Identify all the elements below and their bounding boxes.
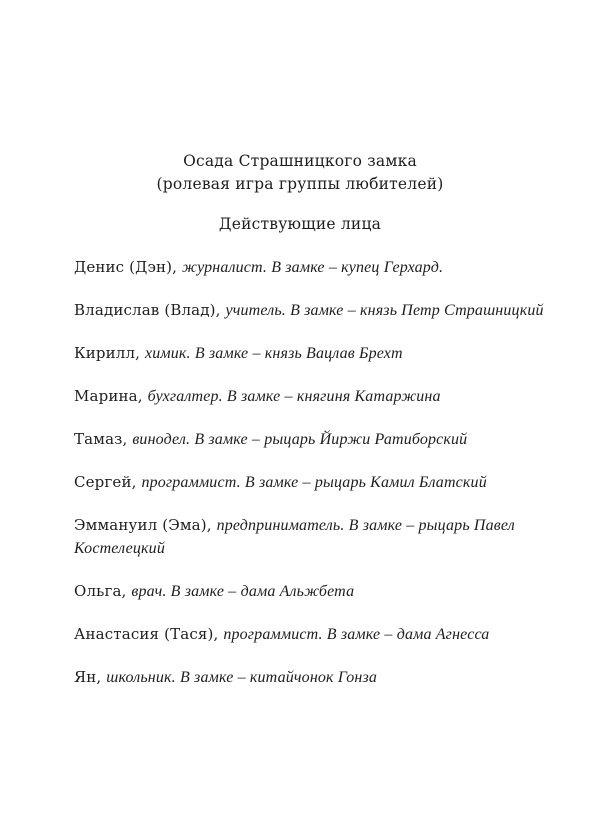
cast-item — [74, 666, 564, 689]
cast-item — [74, 385, 564, 408]
document-title — [0, 150, 600, 196]
title-line-subtitle: (ролевая игра группы любителей) — [156, 175, 444, 193]
character-name: Кирилл, — [74, 344, 145, 362]
cast-item — [74, 623, 564, 646]
character-description: врач. В замке – дама Альжбета — [131, 583, 355, 600]
cast-item — [74, 299, 564, 322]
cast-item — [74, 580, 564, 603]
cast-item — [74, 256, 564, 279]
character-description: программист. В замке – дама Агнесса — [223, 626, 490, 643]
character-name: Владислав (Влад), — [74, 301, 226, 319]
character-name: Анастасия (Тася), — [74, 625, 224, 643]
cast-item — [74, 428, 564, 451]
character-description: предприниматель. В замке – рыцарь Павел Костелецкий — [74, 517, 515, 557]
cast-item — [74, 514, 564, 560]
cast-list — [74, 256, 564, 709]
character-description: химик. В замке – князь Вацлав Брехт — [145, 345, 403, 362]
character-description: школьник. В замке – китайчонок Гонза — [106, 669, 378, 686]
title-line-main: Осада Страшницкого замка — [183, 152, 417, 170]
cast-item — [74, 342, 564, 365]
character-description: учитель. В замке – князь Петр Страшницкий — [225, 302, 544, 319]
character-name: Денис (Дэн), — [74, 258, 183, 276]
character-description: журналист. В замке – купец Герхард. — [182, 259, 444, 276]
cast-heading: Действующие лица — [218, 215, 382, 233]
character-name: Сергей, — [74, 473, 142, 491]
character-description: программист. В замке – рыцарь Камил Блатский — [141, 474, 487, 491]
character-name: Эммануил (Эма), — [74, 516, 217, 534]
character-name: Марина, — [74, 387, 148, 405]
character-description: винодел. В замке – рыцарь Йиржи Ратиборский — [132, 431, 468, 448]
character-name: Ян, — [74, 668, 107, 686]
cast-item — [74, 471, 564, 494]
character-description: бухгалтер. В замке – княгиня Катаржина — [147, 388, 441, 405]
character-name: Ольга, — [74, 582, 132, 600]
character-name: Тамаз, — [74, 430, 133, 448]
